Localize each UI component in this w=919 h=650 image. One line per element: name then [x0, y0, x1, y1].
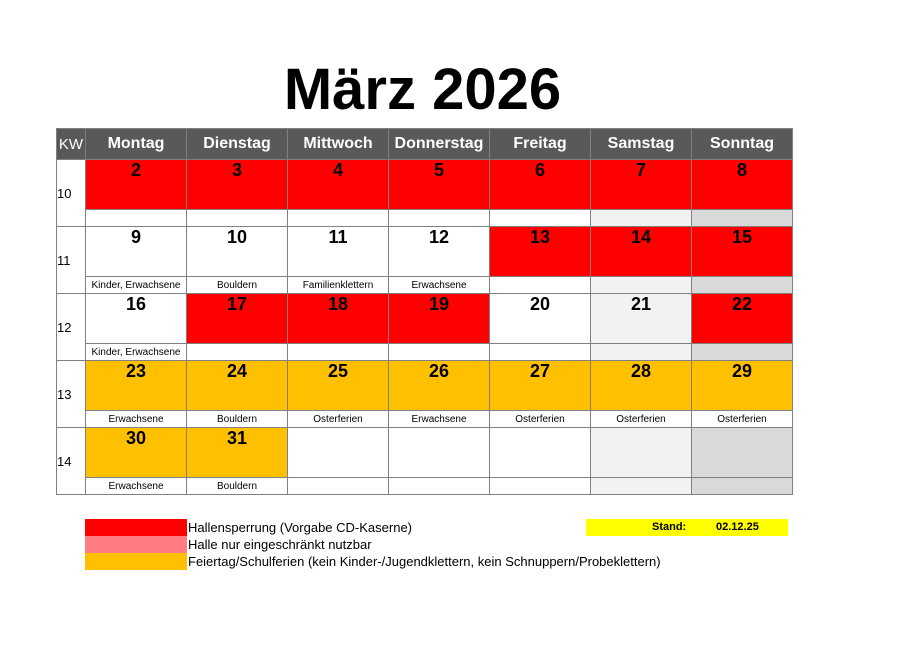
day-label-cell	[389, 344, 490, 361]
week-label-row	[57, 277, 793, 294]
week-row	[57, 294, 793, 344]
day-number-cell: 23	[86, 361, 187, 411]
day-label-cell: Erwachsene	[86, 411, 187, 428]
day-label-cell	[389, 210, 490, 227]
day-label-cell	[591, 478, 692, 495]
header-dienstag: Dienstag	[187, 129, 288, 160]
day-number-cell: 22	[692, 294, 793, 344]
day-label-cell	[591, 210, 692, 227]
kw-cell: 12	[57, 294, 86, 361]
header-sonntag: Sonntag	[692, 129, 793, 160]
day-label-cell	[490, 210, 591, 227]
day-number-cell: 26	[389, 361, 490, 411]
day-label-cell: Bouldern	[187, 411, 288, 428]
week-label-row	[57, 344, 793, 361]
day-label-cell	[692, 478, 793, 495]
day-label-cell	[490, 478, 591, 495]
stand-label: Stand:	[652, 521, 687, 533]
day-label-cell	[187, 210, 288, 227]
day-number-cell: 19	[389, 294, 490, 344]
day-number-cell: 21	[591, 294, 692, 344]
day-label-cell	[692, 210, 793, 227]
day-number-cell: 30	[86, 428, 187, 478]
day-label-cell	[591, 277, 692, 294]
header-row	[57, 129, 793, 160]
day-label-cell: Erwachsene	[86, 478, 187, 495]
day-label-cell: Osterferien	[288, 411, 389, 428]
week-row	[57, 160, 793, 210]
day-label-cell: Kinder, Erwachsene	[86, 344, 187, 361]
day-label-cell: Kinder, Erwachsene	[86, 277, 187, 294]
day-number-cell: 4	[288, 160, 389, 210]
day-label-cell	[591, 344, 692, 361]
day-number-cell: 3	[187, 160, 288, 210]
day-label-cell: Erwachsene	[389, 411, 490, 428]
header-samstag: Samstag	[591, 129, 692, 160]
week-row	[57, 227, 793, 277]
week-label-row	[57, 411, 793, 428]
legend-swatch	[85, 536, 187, 553]
day-label-cell: Bouldern	[187, 478, 288, 495]
day-label-cell	[692, 344, 793, 361]
kw-cell: 13	[57, 361, 86, 428]
legend-text: Hallensperrung (Vorgabe CD-Kaserne)	[188, 520, 413, 535]
day-label-cell	[490, 277, 591, 294]
header-donnerstag: Donnerstag	[389, 129, 490, 160]
day-label-cell	[288, 478, 389, 495]
day-number-cell: 6	[490, 160, 591, 210]
legend-swatch	[85, 519, 187, 536]
day-number-cell: 11	[288, 227, 389, 277]
week-row	[57, 428, 793, 478]
calendar-table	[56, 128, 793, 495]
day-number-cell	[490, 428, 591, 478]
day-number-cell: 29	[692, 361, 793, 411]
stand-box	[586, 519, 788, 536]
day-number-cell: 14	[591, 227, 692, 277]
page-title: März 2026	[283, 57, 562, 122]
day-number-cell: 12	[389, 227, 490, 277]
day-label-cell: Erwachsene	[389, 277, 490, 294]
header-montag: Montag	[86, 129, 187, 160]
day-label-cell: Osterferien	[692, 411, 793, 428]
legend-text: Feiertag/Schulferien (kein Kinder-/Jugendklettern, kein Schnuppern/Probeklettern)	[188, 554, 661, 569]
legend-text: Halle nur eingeschränkt nutzbar	[188, 537, 372, 552]
day-number-cell: 7	[591, 160, 692, 210]
day-number-cell: 24	[187, 361, 288, 411]
week-label-row	[57, 210, 793, 227]
day-number-cell: 10	[187, 227, 288, 277]
stand-date: 02.12.25	[716, 521, 759, 533]
day-label-cell	[389, 478, 490, 495]
kw-cell: 10	[57, 160, 86, 227]
day-number-cell: 17	[187, 294, 288, 344]
day-number-cell: 28	[591, 361, 692, 411]
day-number-cell: 5	[389, 160, 490, 210]
day-number-cell: 2	[86, 160, 187, 210]
day-number-cell: 8	[692, 160, 793, 210]
day-label-cell	[86, 210, 187, 227]
day-label-cell: Osterferien	[490, 411, 591, 428]
day-label-cell: Familienklettern	[288, 277, 389, 294]
header-kw: KW	[57, 129, 86, 160]
kw-cell: 11	[57, 227, 86, 294]
week-row	[57, 361, 793, 411]
day-number-cell: 13	[490, 227, 591, 277]
day-number-cell: 20	[490, 294, 591, 344]
week-label-row	[57, 478, 793, 495]
day-number-cell: 27	[490, 361, 591, 411]
day-label-cell	[288, 344, 389, 361]
day-number-cell: 15	[692, 227, 793, 277]
day-number-cell: 9	[86, 227, 187, 277]
legend-swatch	[85, 553, 187, 570]
day-number-cell	[389, 428, 490, 478]
day-number-cell	[591, 428, 692, 478]
day-label-cell	[490, 344, 591, 361]
day-number-cell: 16	[86, 294, 187, 344]
header-freitag: Freitag	[490, 129, 591, 160]
day-number-cell: 31	[187, 428, 288, 478]
day-label-cell	[187, 344, 288, 361]
day-label-cell: Osterferien	[591, 411, 692, 428]
day-number-cell	[692, 428, 793, 478]
day-label-cell: Bouldern	[187, 277, 288, 294]
day-label-cell	[692, 277, 793, 294]
day-number-cell	[288, 428, 389, 478]
day-number-cell: 25	[288, 361, 389, 411]
kw-cell: 14	[57, 428, 86, 495]
day-label-cell	[288, 210, 389, 227]
day-number-cell: 18	[288, 294, 389, 344]
header-mittwoch: Mittwoch	[288, 129, 389, 160]
